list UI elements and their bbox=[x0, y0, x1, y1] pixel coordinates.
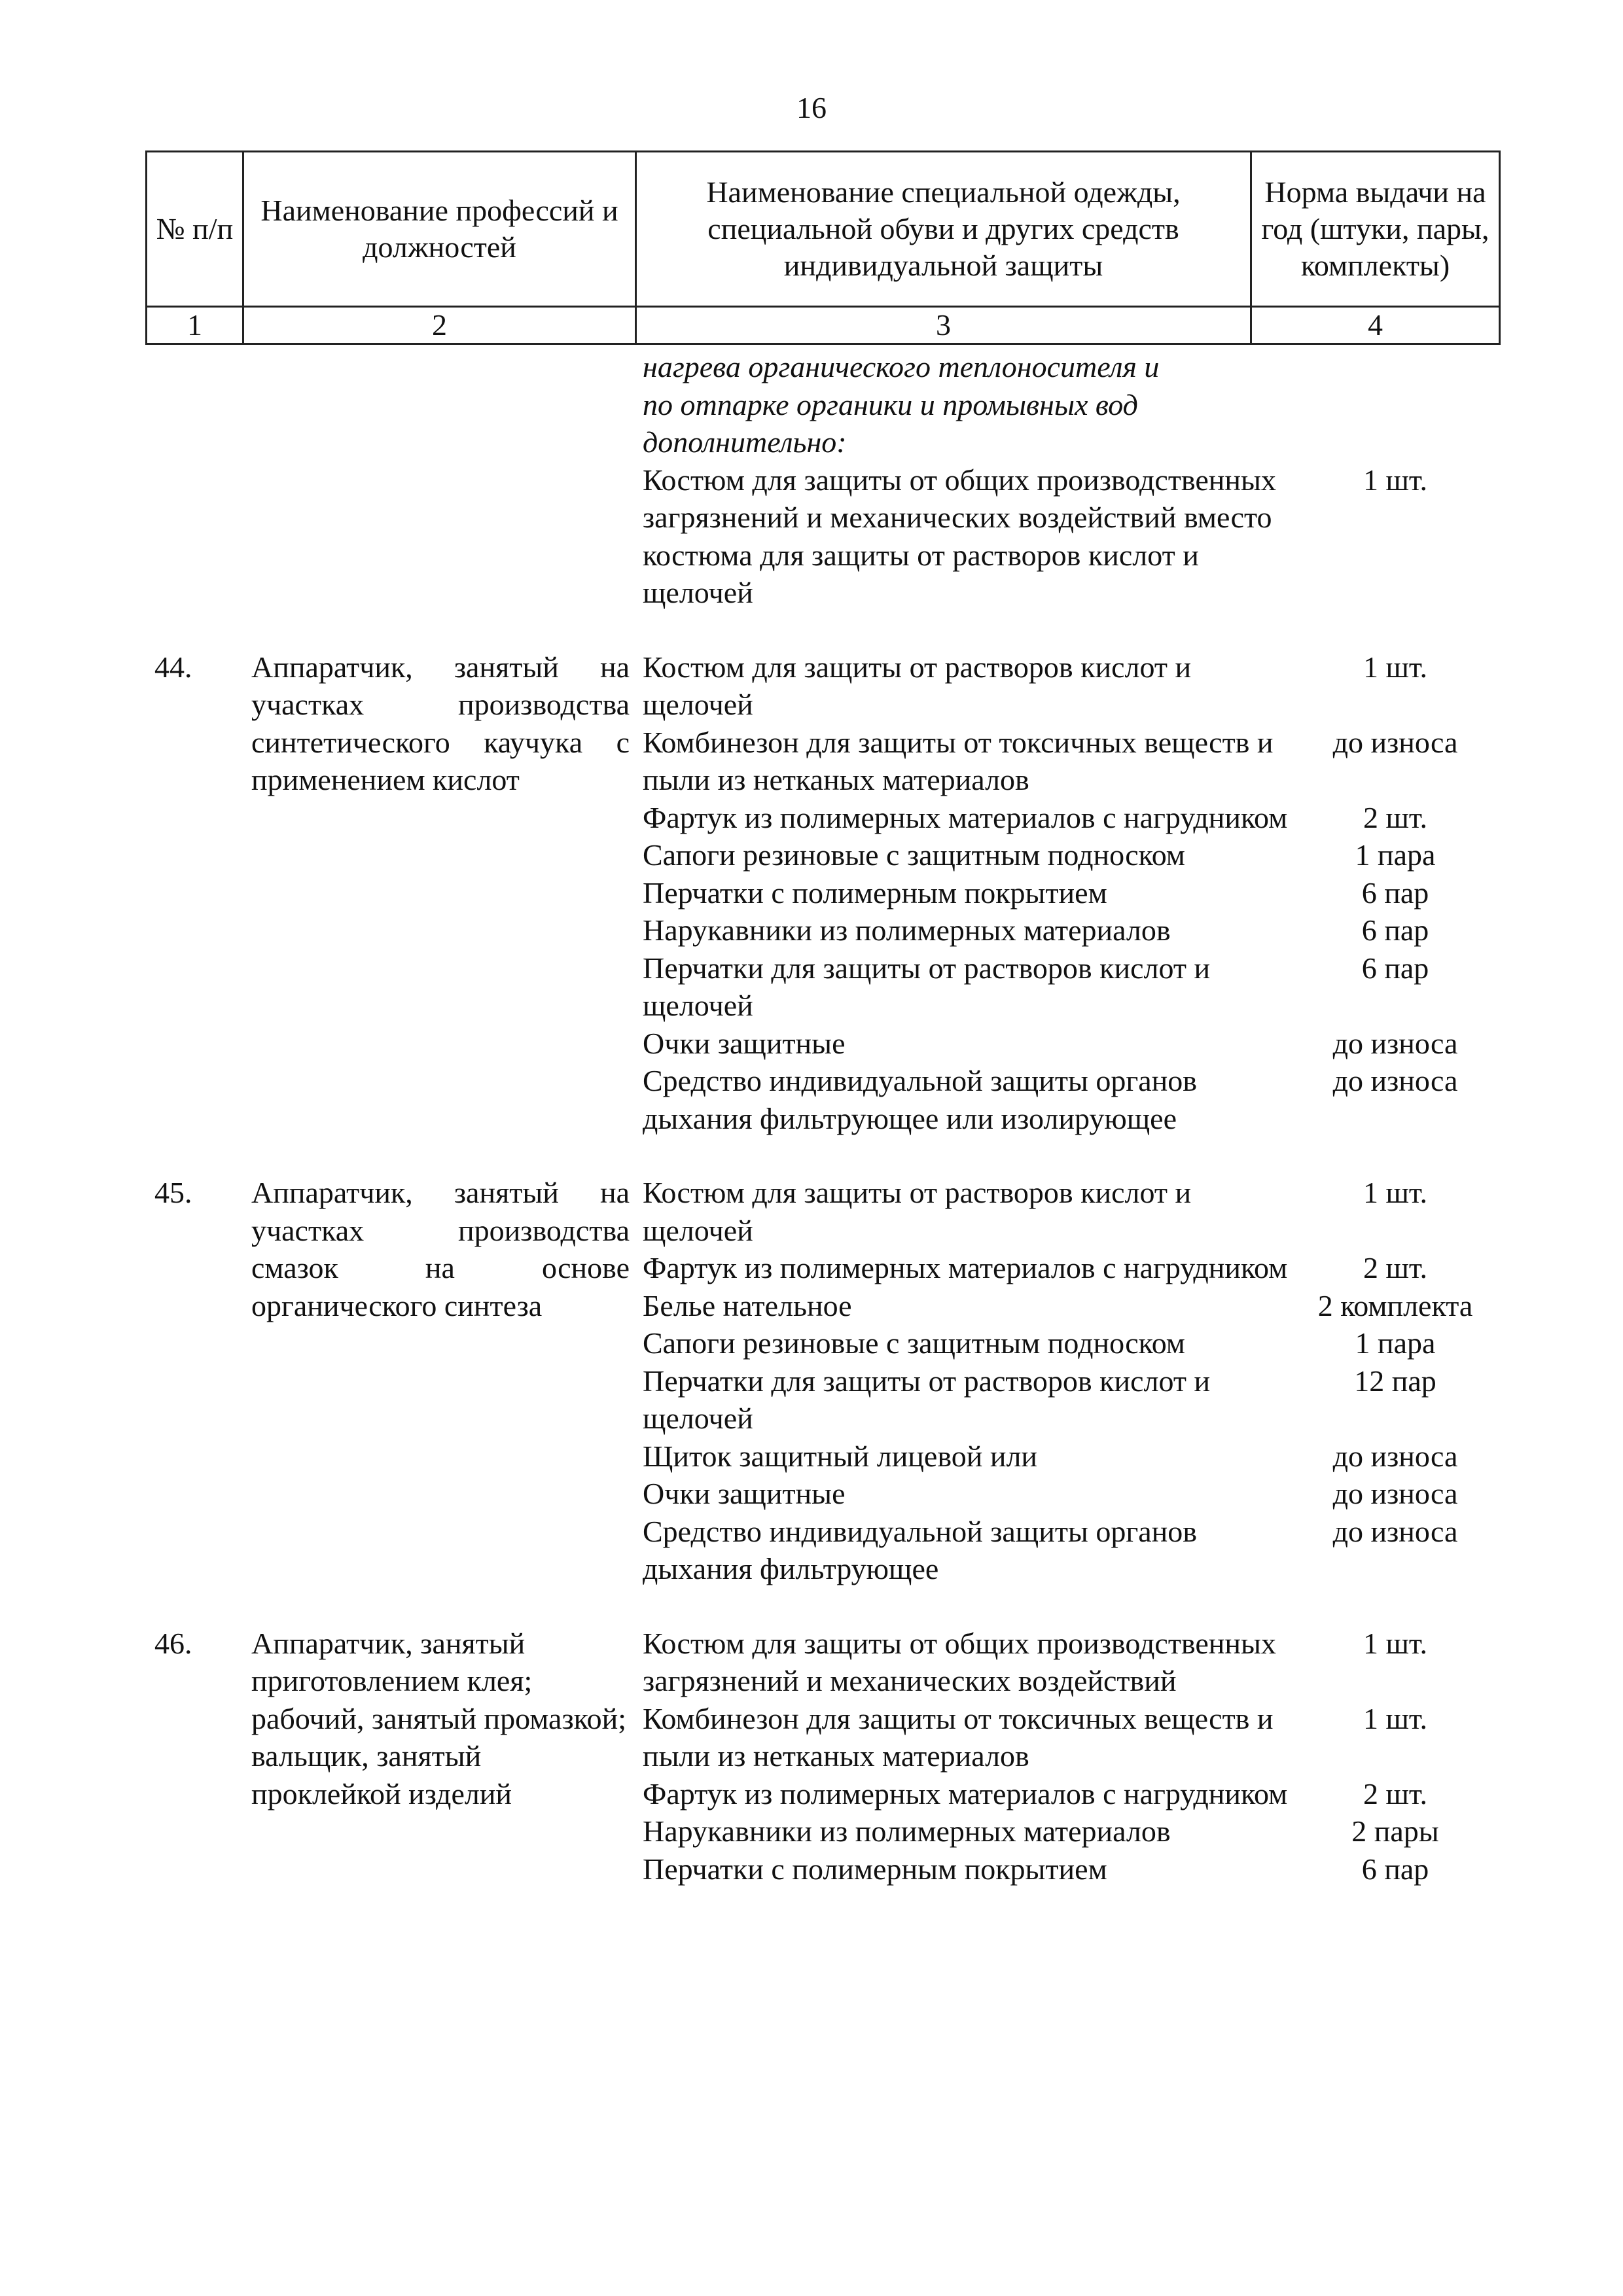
list-item: Белье нательное 2 комплекта bbox=[643, 1288, 1473, 1322]
row-number: 45. bbox=[154, 1176, 192, 1209]
table-body bbox=[145, 348, 1499, 1924]
list-item: Костюм для защиты от растворов кислот и щелочей 1 шт. bbox=[643, 1176, 1428, 1247]
list-item: Средство индивидуальной защиты органов дыхания фильтрующее или изолирующее до износа bbox=[643, 1064, 1458, 1135]
page-number: 16 bbox=[796, 91, 827, 124]
list-item: Перчатки для защиты от растворов кислот и щелочей 12 пар bbox=[643, 1364, 1436, 1435]
column-number-4: 4 bbox=[1251, 307, 1500, 344]
list-item: Нарукавники из полимерных материалов 2 пары bbox=[643, 1814, 1439, 1848]
list-item: Перчатки для защиты от растворов кислот и щелочей 6 пар bbox=[643, 951, 1429, 1022]
header-profession: Наименование профессий и должностей bbox=[243, 152, 636, 307]
list-item: Очки защитные до износа bbox=[643, 1477, 1458, 1510]
list-item: Комбинезон для защиты от токсичных веществ и пыли из нетканых материалов до износа bbox=[643, 725, 1458, 796]
header-norm: Норма выдачи на год (штуки, пары, комплекты) bbox=[1251, 152, 1500, 307]
list-item: Костюм для защиты от растворов кислот и щелочей 1 шт. bbox=[643, 650, 1428, 721]
list-item: Фартук из полимерных материалов с нагрудником 2 шт. bbox=[643, 800, 1428, 834]
header-number: № п/п bbox=[147, 152, 243, 307]
column-number-3: 3 bbox=[636, 307, 1251, 344]
list-item: Нарукавники из полимерных материалов 6 пар bbox=[643, 913, 1429, 947]
column-number-1: 1 bbox=[147, 307, 243, 344]
table-row bbox=[145, 1625, 1499, 1888]
list-item: Щиток защитный лицевой или до износа bbox=[643, 1439, 1458, 1473]
list-item: Костюм для защиты от общих производственных загрязнений и механических воздействий 1 шт. bbox=[643, 1626, 1428, 1697]
list-item: Фартук из полимерных материалов с нагрудником 2 шт. bbox=[643, 1251, 1428, 1284]
list-item: Очки защитные до износа bbox=[643, 1026, 1458, 1060]
list-item: Средство индивидуальной защиты органов дыхания фильтрующее до износа bbox=[643, 1514, 1458, 1585]
continuation-note: нагрева органического теплоносителя и по отпарке органики и промывных вод дополнительно: bbox=[643, 350, 1160, 459]
profession-name: Аппаратчик, занятый на участках производства смазок на основе органического синтеза bbox=[251, 1176, 630, 1322]
table-row bbox=[145, 648, 1499, 1138]
list-item: Перчатки с полимерным покрытием 6 пар bbox=[643, 1852, 1429, 1886]
row-number: 44. bbox=[154, 650, 192, 684]
continuation-block bbox=[145, 348, 1499, 612]
list-item: Комбинезон для защиты от токсичных веществ и пыли из нетканых материалов 1 шт. bbox=[643, 1701, 1428, 1773]
column-number-2: 2 bbox=[243, 307, 636, 344]
list-item: Сапоги резиновые с защитным подноском 1 пара bbox=[643, 1326, 1436, 1360]
profession-name: Аппаратчик, занятый на участках производства синтетического каучука с применением кислот bbox=[251, 650, 630, 796]
list-item: Перчатки с полимерным покрытием 6 пар bbox=[643, 875, 1429, 910]
profession-name: Аппаратчик, занятый приготовлением клея; рабочий, занятый промазкой; вальщик, занятый проклейкой изделий bbox=[251, 1626, 627, 1810]
header-equipment: Наименование специальной одежды, специальной обуви и других средств индивидуальной защиты bbox=[636, 152, 1251, 307]
list-item: Костюм для защиты от общих производственных загрязнений и механических воздействий вместо костюма для защиты от растворов кислот и щелочей 1 шт. bbox=[643, 463, 1428, 609]
row-number: 46. bbox=[154, 1626, 192, 1660]
table-row bbox=[145, 1174, 1499, 1588]
table-header bbox=[145, 150, 1501, 345]
list-item: Фартук из полимерных материалов с нагрудником 2 шт. bbox=[643, 1776, 1428, 1810]
list-item: Сапоги резиновые с защитным подноском 1 пара bbox=[643, 838, 1436, 872]
